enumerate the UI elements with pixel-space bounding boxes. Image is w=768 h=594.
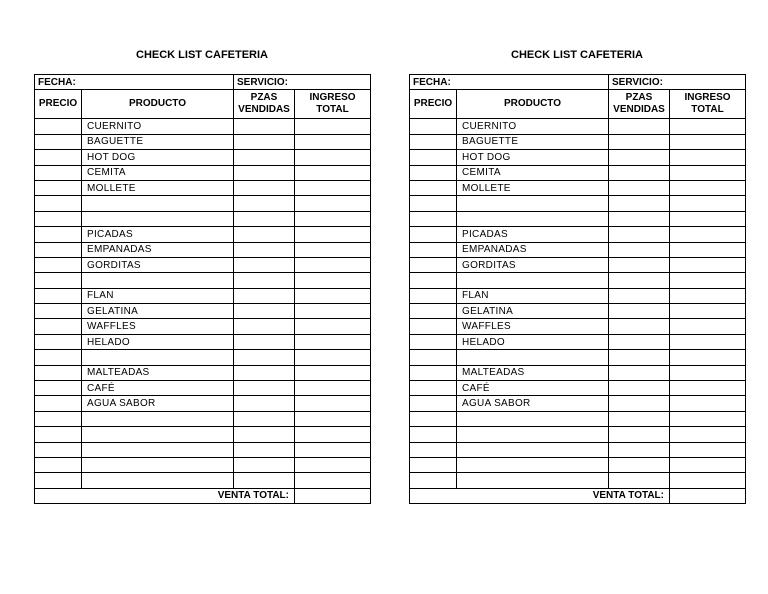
venta-total-cell[interactable] (295, 488, 371, 503)
product-name-cell: HOT DOG (82, 150, 234, 165)
pzas-vendidas-column-header (609, 90, 670, 119)
table-row (410, 473, 746, 488)
pzas-vendidas-cell[interactable] (234, 180, 295, 195)
ingreso-total-cell[interactable] (295, 334, 371, 349)
pzas-vendidas-cell[interactable] (234, 273, 295, 288)
ingreso-total-cell[interactable] (295, 150, 371, 165)
ingreso-total-cell[interactable] (295, 134, 371, 149)
table-row (35, 304, 371, 319)
table-row (35, 288, 371, 303)
product-name-cell: AGUA SABOR (457, 396, 609, 411)
ingreso-total-cell[interactable] (295, 273, 371, 288)
pzas-vendidas-cell[interactable] (234, 334, 295, 349)
ingreso-total-cell[interactable] (295, 211, 371, 226)
precio-cell[interactable] (35, 442, 82, 457)
ingreso-total-cell[interactable] (295, 257, 371, 272)
ingreso-total-cell[interactable] (670, 119, 746, 134)
ingreso-total-cell[interactable] (295, 365, 371, 380)
precio-cell[interactable] (410, 365, 457, 380)
pzas-vendidas-cell[interactable] (234, 365, 295, 380)
checklist-table (34, 74, 371, 504)
ingreso-total-cell[interactable] (670, 242, 746, 257)
precio-cell[interactable] (410, 134, 457, 149)
ingreso-total-cell[interactable] (670, 396, 746, 411)
product-name-cell (457, 211, 609, 226)
servicio-field[interactable]: SERVICIO: (609, 75, 746, 90)
table-row (410, 273, 746, 288)
product-name-cell: HELADO (82, 334, 234, 349)
venta-total-label: VENTA TOTAL: (35, 488, 295, 503)
precio-cell[interactable] (410, 319, 457, 334)
precio-cell[interactable] (35, 473, 82, 488)
ingreso-total-cell[interactable] (670, 319, 746, 334)
ingreso-total-cell[interactable] (295, 165, 371, 180)
table-row (35, 180, 371, 195)
pzas-vendidas-cell[interactable] (234, 427, 295, 442)
total-row (410, 488, 746, 503)
table-row (410, 165, 746, 180)
precio-cell[interactable] (410, 396, 457, 411)
table-row (410, 242, 746, 257)
product-name-cell: CUERNITO (457, 119, 609, 134)
precio-cell[interactable] (35, 257, 82, 272)
precio-cell[interactable] (410, 196, 457, 211)
pzas-vendidas-cell[interactable] (234, 442, 295, 457)
precio-cell[interactable] (35, 273, 82, 288)
precio-cell[interactable] (410, 211, 457, 226)
ingreso-total-column-header (295, 90, 371, 119)
table-row (410, 334, 746, 349)
ingreso-total-cell[interactable] (670, 196, 746, 211)
ingreso-total-cell[interactable] (670, 411, 746, 426)
table-row (35, 242, 371, 257)
pzas-vendidas-cell[interactable] (609, 288, 670, 303)
product-name-cell: PICADAS (82, 227, 234, 242)
ingreso-total-cell[interactable] (295, 227, 371, 242)
product-name-cell: AGUA SABOR (82, 396, 234, 411)
pzas-vendidas-cell[interactable] (609, 319, 670, 334)
ingreso-total-cell[interactable] (295, 196, 371, 211)
precio-cell[interactable] (35, 304, 82, 319)
pzas-vendidas-cell[interactable] (234, 211, 295, 226)
precio-cell[interactable] (410, 150, 457, 165)
producto-column-header: PRODUCTO (457, 90, 609, 119)
ingreso-total-cell[interactable] (670, 350, 746, 365)
pzas-vendidas-cell[interactable] (609, 381, 670, 396)
ingreso-total-cell[interactable] (295, 442, 371, 457)
pzas-vendidas-cell[interactable] (609, 119, 670, 134)
ingreso-total-cell[interactable] (670, 273, 746, 288)
product-name-cell (457, 411, 609, 426)
table-row (410, 180, 746, 195)
pzas-vendidas-cell[interactable] (234, 457, 295, 472)
table-row (410, 365, 746, 380)
sheet-title: CHECK LIST CAFETERIA (136, 49, 268, 61)
table-row (410, 257, 746, 272)
ingreso-total-cell[interactable] (670, 134, 746, 149)
ingreso-total-cell[interactable] (295, 457, 371, 472)
table-row (410, 304, 746, 319)
fecha-field[interactable]: FECHA: (35, 75, 234, 90)
table-row (410, 134, 746, 149)
pzas-vendidas-cell[interactable] (234, 257, 295, 272)
table-row (410, 150, 746, 165)
ingreso-total-cell[interactable] (670, 427, 746, 442)
pzas-vendidas-cell[interactable] (609, 304, 670, 319)
precio-column-header: PRECIO (410, 90, 457, 119)
table-row (410, 319, 746, 334)
precio-cell[interactable] (410, 180, 457, 195)
table-row (35, 350, 371, 365)
pzas-vendidas-cell[interactable] (609, 473, 670, 488)
precio-cell[interactable] (410, 350, 457, 365)
ingreso-total-cell[interactable] (295, 288, 371, 303)
ingreso-total-cell[interactable] (670, 165, 746, 180)
precio-cell[interactable] (410, 119, 457, 134)
precio-cell[interactable] (35, 180, 82, 195)
precio-cell[interactable] (35, 319, 82, 334)
product-name-cell (457, 473, 609, 488)
ingreso-total-cell[interactable] (670, 180, 746, 195)
ingreso-total-cell[interactable] (295, 427, 371, 442)
table-row (35, 273, 371, 288)
pzas-vendidas-cell[interactable] (234, 304, 295, 319)
checklist-sheet-left (34, 48, 370, 504)
table-row (410, 119, 746, 134)
ingreso-total-cell[interactable] (295, 319, 371, 334)
table-row (35, 442, 371, 457)
product-name-cell: WAFFLES (82, 319, 234, 334)
product-name-cell: GELATINA (457, 304, 609, 319)
ingreso-total-cell[interactable] (670, 365, 746, 380)
precio-cell[interactable] (410, 442, 457, 457)
table-row (410, 396, 746, 411)
product-name-cell (82, 350, 234, 365)
product-name-cell (82, 273, 234, 288)
table-row (35, 165, 371, 180)
table-row (410, 211, 746, 226)
ingreso-total-cell[interactable] (295, 411, 371, 426)
product-name-cell (82, 196, 234, 211)
table-row (35, 411, 371, 426)
precio-cell[interactable] (410, 288, 457, 303)
table-row (410, 288, 746, 303)
table-row (410, 442, 746, 457)
product-name-cell (82, 442, 234, 457)
product-name-cell (82, 411, 234, 426)
ingreso-total-cell[interactable] (670, 304, 746, 319)
pzas-vendidas-cell[interactable] (609, 150, 670, 165)
precio-cell[interactable] (35, 396, 82, 411)
product-name-cell: GORDITAS (82, 257, 234, 272)
pzas-vendidas-cell[interactable] (609, 165, 670, 180)
product-name-cell (457, 350, 609, 365)
precio-cell[interactable] (35, 119, 82, 134)
pzas-vendidas-column-header (234, 90, 295, 119)
product-name-cell: HOT DOG (457, 150, 609, 165)
pzas-vendidas-cell[interactable] (234, 242, 295, 257)
precio-cell[interactable] (410, 411, 457, 426)
pzas-vendidas-cell[interactable] (234, 227, 295, 242)
pzas-vendidas-cell[interactable] (609, 457, 670, 472)
table-row (410, 381, 746, 396)
pzas-vendidas-cell[interactable] (609, 396, 670, 411)
pzas-vendidas-cell[interactable] (234, 165, 295, 180)
table-row (35, 365, 371, 380)
precio-cell[interactable] (35, 150, 82, 165)
servicio-field[interactable]: SERVICIO: (234, 75, 371, 90)
pzas-vendidas-cell[interactable] (609, 350, 670, 365)
pzas-vendidas-cell[interactable] (234, 288, 295, 303)
product-name-cell: EMPANADAS (457, 242, 609, 257)
product-name-cell (457, 442, 609, 457)
ingreso-total-cell[interactable] (295, 242, 371, 257)
ingreso-total-cell[interactable] (670, 473, 746, 488)
pzas-header-line1: PZAS (250, 92, 278, 104)
precio-cell[interactable] (410, 165, 457, 180)
precio-cell[interactable] (35, 242, 82, 257)
pzas-vendidas-cell[interactable] (234, 150, 295, 165)
product-name-cell: WAFFLES (457, 319, 609, 334)
column-header-row (410, 90, 746, 119)
precio-cell[interactable] (35, 427, 82, 442)
ingreso-total-cell[interactable] (670, 150, 746, 165)
pzas-vendidas-cell[interactable] (609, 227, 670, 242)
ingreso-total-cell[interactable] (670, 257, 746, 272)
product-name-cell: MALTEADAS (457, 365, 609, 380)
ingreso-total-cell[interactable] (295, 180, 371, 195)
pzas-vendidas-cell[interactable] (609, 334, 670, 349)
table-row (35, 119, 371, 134)
ingreso-total-cell[interactable] (295, 381, 371, 396)
table-row (35, 381, 371, 396)
product-name-cell (82, 457, 234, 472)
ingreso-total-cell[interactable] (670, 457, 746, 472)
ingreso-total-cell[interactable] (670, 211, 746, 226)
precio-cell[interactable] (35, 196, 82, 211)
ingreso-header-line1: INGRESO (684, 92, 731, 104)
table-row (35, 134, 371, 149)
precio-cell[interactable] (410, 334, 457, 349)
precio-cell[interactable] (35, 227, 82, 242)
product-name-cell: HELADO (457, 334, 609, 349)
precio-cell[interactable] (410, 457, 457, 472)
precio-cell[interactable] (410, 273, 457, 288)
pzas-vendidas-cell[interactable] (234, 381, 295, 396)
table-row (35, 196, 371, 211)
table-row (410, 350, 746, 365)
pzas-vendidas-cell[interactable] (234, 350, 295, 365)
table-row (410, 427, 746, 442)
product-name-cell (457, 457, 609, 472)
pzas-vendidas-cell[interactable] (609, 242, 670, 257)
precio-cell[interactable] (410, 257, 457, 272)
product-name-cell: CAFÉ (82, 381, 234, 396)
precio-cell[interactable] (35, 350, 82, 365)
pzas-vendidas-cell[interactable] (609, 196, 670, 211)
pzas-vendidas-cell[interactable] (234, 473, 295, 488)
product-name-cell (457, 273, 609, 288)
table-row (410, 196, 746, 211)
product-name-cell (82, 473, 234, 488)
pzas-vendidas-cell[interactable] (234, 196, 295, 211)
precio-cell[interactable] (410, 427, 457, 442)
product-name-cell: MOLLETE (457, 180, 609, 195)
ingreso-total-cell[interactable] (670, 381, 746, 396)
product-name-cell (82, 211, 234, 226)
table-row (35, 396, 371, 411)
producto-column-header: PRODUCTO (82, 90, 234, 119)
product-name-cell: FLAN (82, 288, 234, 303)
precio-cell[interactable] (35, 411, 82, 426)
product-name-cell (457, 427, 609, 442)
pzas-vendidas-cell[interactable] (609, 134, 670, 149)
precio-cell[interactable] (410, 242, 457, 257)
ingreso-total-column-header (670, 90, 746, 119)
precio-cell[interactable] (410, 304, 457, 319)
product-name-cell: GELATINA (82, 304, 234, 319)
product-name-cell: BAGUETTE (82, 134, 234, 149)
ingreso-total-cell[interactable] (295, 119, 371, 134)
pzas-vendidas-cell[interactable] (609, 411, 670, 426)
product-name-cell: BAGUETTE (457, 134, 609, 149)
ingreso-total-cell[interactable] (670, 334, 746, 349)
checklist-sheet-right (409, 48, 745, 504)
product-name-cell: EMPANADAS (82, 242, 234, 257)
precio-cell[interactable] (35, 365, 82, 380)
table-row (410, 411, 746, 426)
precio-cell[interactable] (35, 211, 82, 226)
venta-total-label: VENTA TOTAL: (410, 488, 670, 503)
table-row (35, 427, 371, 442)
precio-cell[interactable] (35, 134, 82, 149)
product-name-cell: CUERNITO (82, 119, 234, 134)
pzas-vendidas-cell[interactable] (234, 396, 295, 411)
product-name-cell: CEMITA (82, 165, 234, 180)
pzas-vendidas-cell[interactable] (609, 257, 670, 272)
sheet-title: CHECK LIST CAFETERIA (511, 49, 643, 61)
pzas-vendidas-cell[interactable] (609, 273, 670, 288)
ingreso-total-cell[interactable] (670, 442, 746, 457)
pzas-vendidas-cell[interactable] (609, 211, 670, 226)
product-name-cell: GORDITAS (457, 257, 609, 272)
column-header-row (35, 90, 371, 119)
product-name-cell: PICADAS (457, 227, 609, 242)
table-row (35, 150, 371, 165)
precio-cell[interactable] (35, 457, 82, 472)
ingreso-total-cell[interactable] (670, 288, 746, 303)
pzas-vendidas-cell[interactable] (609, 427, 670, 442)
pzas-vendidas-cell[interactable] (609, 365, 670, 380)
header-row (35, 75, 371, 90)
table-row (35, 211, 371, 226)
table-row (410, 227, 746, 242)
table-row (35, 257, 371, 272)
pzas-vendidas-cell[interactable] (234, 134, 295, 149)
table-row (35, 319, 371, 334)
table-row (35, 334, 371, 349)
precio-cell[interactable] (35, 334, 82, 349)
product-name-cell: MOLLETE (82, 180, 234, 195)
product-name-cell (457, 196, 609, 211)
total-row (35, 488, 371, 503)
ingreso-total-cell[interactable] (295, 473, 371, 488)
ingreso-total-cell[interactable] (295, 396, 371, 411)
ingreso-header-line1: INGRESO (309, 92, 356, 104)
pzas-header-line2: VENDIDAS (238, 104, 290, 116)
table-row (35, 473, 371, 488)
fecha-field[interactable]: FECHA: (410, 75, 609, 90)
product-name-cell: CAFÉ (457, 381, 609, 396)
product-name-cell: FLAN (457, 288, 609, 303)
pzas-vendidas-cell[interactable] (234, 119, 295, 134)
pzas-header-line2: VENDIDAS (613, 104, 665, 116)
venta-total-cell[interactable] (670, 488, 746, 503)
ingreso-total-cell[interactable] (295, 304, 371, 319)
table-row (35, 457, 371, 472)
table-row (410, 457, 746, 472)
precio-cell[interactable] (35, 381, 82, 396)
pzas-header-line1: PZAS (625, 92, 653, 104)
pzas-vendidas-cell[interactable] (609, 180, 670, 195)
product-name-cell: CEMITA (457, 165, 609, 180)
pzas-vendidas-cell[interactable] (234, 319, 295, 334)
header-row (410, 75, 746, 90)
precio-cell[interactable] (35, 288, 82, 303)
product-name-cell (82, 427, 234, 442)
ingreso-header-line2: TOTAL (691, 104, 724, 116)
ingreso-total-cell[interactable] (670, 227, 746, 242)
precio-cell[interactable] (35, 165, 82, 180)
checklist-table (409, 74, 746, 504)
table-row (35, 227, 371, 242)
precio-cell[interactable] (410, 473, 457, 488)
ingreso-total-cell[interactable] (295, 350, 371, 365)
pzas-vendidas-cell[interactable] (609, 442, 670, 457)
precio-cell[interactable] (410, 381, 457, 396)
ingreso-header-line2: TOTAL (316, 104, 349, 116)
product-name-cell: MALTEADAS (82, 365, 234, 380)
precio-column-header: PRECIO (35, 90, 82, 119)
pzas-vendidas-cell[interactable] (234, 411, 295, 426)
precio-cell[interactable] (410, 227, 457, 242)
